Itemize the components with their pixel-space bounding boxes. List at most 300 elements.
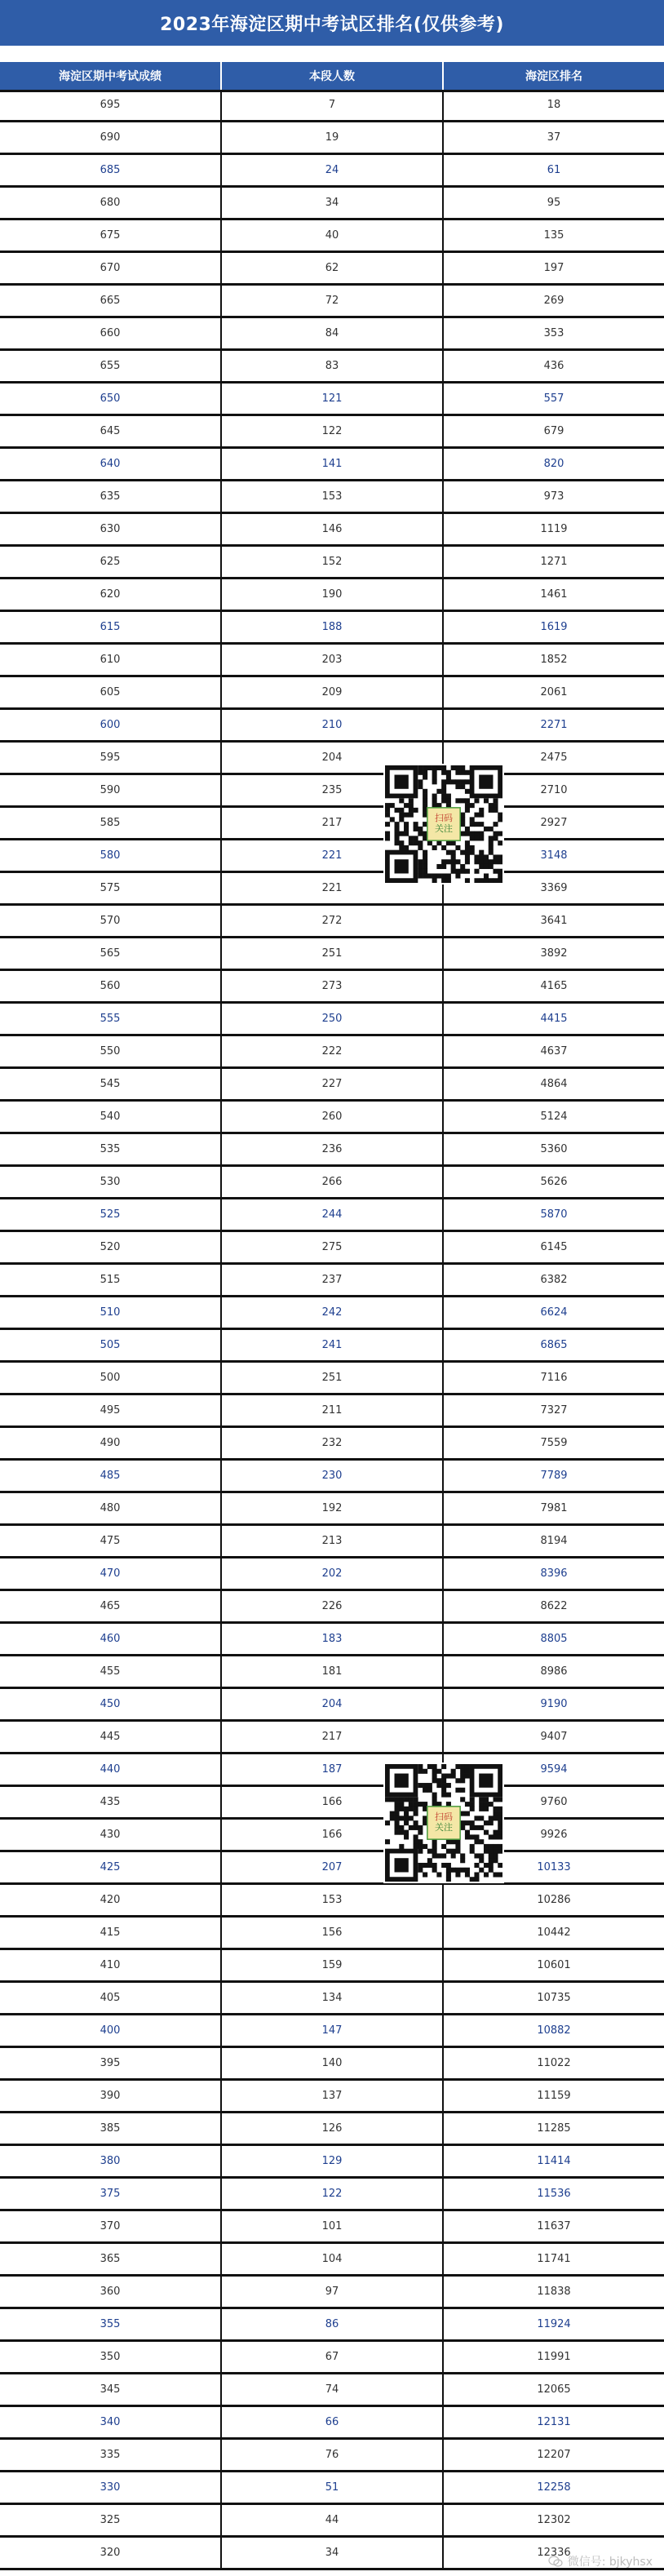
rank-cell: 3892: [540, 947, 568, 960]
count-cell: 203: [222, 645, 444, 675]
count-cell: 187: [222, 1754, 444, 1785]
rank-cell: 9926: [540, 1829, 568, 1841]
table-row: [0, 1199, 664, 1232]
count-cell: 24: [222, 155, 444, 185]
qr-code-icon: [383, 1762, 504, 1883]
rank-cell: 8622: [540, 1600, 568, 1612]
score-cell: 480: [0, 1493, 222, 1523]
rank-cell: 1619: [540, 621, 568, 633]
table-row: [0, 188, 664, 220]
score-cell: 370: [0, 2211, 222, 2241]
table-row: [0, 514, 664, 547]
count-cell: 244: [222, 1199, 444, 1230]
rank-cell: 2475: [540, 752, 568, 764]
count-cell: 190: [222, 579, 444, 610]
rank-cell: 12065: [537, 2383, 571, 2396]
score-cell: 620: [0, 579, 222, 610]
wechat-watermark: [548, 2553, 653, 2569]
score-cell: 465: [0, 1591, 222, 1621]
rank-cell: 8805: [540, 1633, 568, 1645]
rank-cell: 269: [543, 295, 564, 307]
count-cell: 210: [222, 710, 444, 740]
count-cell: 67: [222, 2342, 444, 2372]
table-row: [0, 1885, 664, 1918]
count-cell: 236: [222, 1134, 444, 1164]
table-row: [0, 2179, 664, 2211]
rank-cell: 95: [547, 197, 561, 209]
count-cell: 221: [222, 873, 444, 903]
score-cell: 435: [0, 1787, 222, 1817]
score-cell: 630: [0, 514, 222, 544]
table-row: [0, 481, 664, 514]
table-row: [0, 2440, 664, 2472]
score-cell: 325: [0, 2505, 222, 2535]
count-cell: 217: [222, 1722, 444, 1752]
rank-cell: 820: [543, 458, 564, 470]
table-row: [0, 253, 664, 286]
rank-cell: 7327: [540, 1404, 568, 1417]
table-body: [0, 90, 664, 2570]
score-cell: 515: [0, 1265, 222, 1295]
rank-cell: 7789: [540, 1470, 568, 1482]
table-row: [0, 775, 664, 808]
count-cell: 227: [222, 1069, 444, 1099]
score-cell: 390: [0, 2081, 222, 2111]
count-cell: 7: [222, 90, 444, 120]
score-cell: 385: [0, 2113, 222, 2144]
score-cell: 375: [0, 2179, 222, 2209]
score-cell: 595: [0, 743, 222, 773]
rank-cell: 10735: [537, 1992, 571, 2004]
table-row: [0, 612, 664, 645]
score-cell: 420: [0, 1885, 222, 1915]
header-rank: 海淀区排名: [525, 70, 582, 83]
rank-cell: 7981: [540, 1502, 568, 1514]
score-cell: 490: [0, 1428, 222, 1458]
table-row: [0, 1330, 664, 1363]
table-row: [0, 1820, 664, 1852]
table-row: [0, 122, 664, 155]
table-row: [0, 710, 664, 743]
count-cell: 141: [222, 449, 444, 479]
count-cell: 121: [222, 384, 444, 414]
count-cell: 97: [222, 2277, 444, 2307]
count-cell: 76: [222, 2440, 444, 2470]
rank-cell: 3369: [540, 882, 568, 894]
count-cell: 241: [222, 1330, 444, 1360]
table-row: [0, 1036, 664, 1069]
count-cell: 230: [222, 1461, 444, 1491]
rank-cell: 9407: [540, 1731, 568, 1743]
rank-cell: 11022: [537, 2057, 571, 2069]
score-cell: 675: [0, 220, 222, 251]
score-cell: 625: [0, 547, 222, 577]
score-cell: 415: [0, 1918, 222, 1948]
rank-cell: 3148: [540, 849, 568, 862]
count-cell: 226: [222, 1591, 444, 1621]
count-cell: 181: [222, 1656, 444, 1687]
svg-text:扫码: 扫码: [435, 1811, 453, 1822]
table-row: [0, 1363, 664, 1395]
count-cell: 153: [222, 481, 444, 512]
count-cell: 272: [222, 906, 444, 936]
score-cell: 540: [0, 1102, 222, 1132]
table-row: [0, 971, 664, 1004]
table-row: [0, 2309, 664, 2342]
rank-cell: 1119: [540, 523, 568, 535]
table-row: [0, 1428, 664, 1461]
count-cell: 72: [222, 286, 444, 316]
table-row: [0, 547, 664, 579]
count-cell: 260: [222, 1102, 444, 1132]
score-cell: 560: [0, 971, 222, 1001]
score-cell: 440: [0, 1754, 222, 1785]
table-row: [0, 1167, 664, 1199]
score-cell: 335: [0, 2440, 222, 2470]
table-row: [0, 1558, 664, 1591]
table-row: [0, 808, 664, 840]
rank-cell: 11159: [537, 2090, 571, 2102]
table-row: [0, 1493, 664, 1526]
count-cell: 275: [222, 1232, 444, 1262]
score-cell: 410: [0, 1950, 222, 1980]
score-cell: 550: [0, 1036, 222, 1066]
score-cell: 570: [0, 906, 222, 936]
count-cell: 242: [222, 1297, 444, 1328]
table-row: [0, 351, 664, 384]
table-row: [0, 1950, 664, 1983]
table-row: [0, 1656, 664, 1689]
rank-cell: 5626: [540, 1176, 568, 1188]
svg-text:关注: 关注: [435, 1822, 453, 1833]
count-cell: 188: [222, 612, 444, 642]
count-cell: 266: [222, 1167, 444, 1197]
title-bar: [0, 0, 664, 46]
count-cell: 209: [222, 677, 444, 707]
score-cell: 690: [0, 122, 222, 153]
table-row: [0, 1102, 664, 1134]
table-row: [0, 286, 664, 318]
score-cell: 555: [0, 1004, 222, 1034]
count-cell: 222: [222, 1036, 444, 1066]
table-row: [0, 1624, 664, 1656]
count-cell: 40: [222, 220, 444, 251]
rank-cell: 8396: [540, 1567, 568, 1580]
table-row: [0, 1689, 664, 1722]
score-cell: 545: [0, 1069, 222, 1099]
table-row: [0, 1918, 664, 1950]
svg-text:关注: 关注: [435, 823, 453, 834]
rank-cell: 10286: [537, 1894, 571, 1906]
count-cell: 122: [222, 2179, 444, 2209]
count-cell: 152: [222, 547, 444, 577]
count-cell: 235: [222, 775, 444, 805]
rank-cell: 7116: [540, 1372, 568, 1384]
rank-cell: 12302: [537, 2514, 571, 2526]
rank-cell: 1852: [540, 654, 568, 666]
header-score: 海淀区期中考试成绩: [0, 62, 222, 90]
table-row: [0, 1526, 664, 1558]
table-row: [0, 2048, 664, 2081]
rank-cell: 2927: [540, 817, 568, 829]
score-cell: 640: [0, 449, 222, 479]
count-cell: 66: [222, 2407, 444, 2437]
score-cell: 320: [0, 2538, 222, 2568]
count-cell: 104: [222, 2244, 444, 2274]
count-cell: 137: [222, 2081, 444, 2111]
score-cell: 345: [0, 2374, 222, 2405]
table-row: [0, 2244, 664, 2277]
count-cell: 34: [222, 188, 444, 218]
count-cell: 159: [222, 1950, 444, 1980]
table-row: [0, 1852, 664, 1885]
rank-cell: 5870: [540, 1208, 568, 1221]
page-title: 2023年海淀区期中考试区排名(仅供参考): [160, 14, 504, 35]
score-cell: 680: [0, 188, 222, 218]
count-cell: 84: [222, 318, 444, 348]
score-cell: 665: [0, 286, 222, 316]
score-cell: 455: [0, 1656, 222, 1687]
count-cell: 204: [222, 1689, 444, 1719]
header-count: 本段人数: [222, 62, 444, 90]
score-cell: 615: [0, 612, 222, 642]
table-row: [0, 1787, 664, 1820]
table-row: [0, 645, 664, 677]
count-cell: 192: [222, 1493, 444, 1523]
count-cell: 202: [222, 1558, 444, 1589]
table-row: [0, 1754, 664, 1787]
rank-cell: 2271: [540, 719, 568, 731]
table-row: [0, 1722, 664, 1754]
rank-cell: 6145: [540, 1241, 568, 1253]
count-cell: 129: [222, 2146, 444, 2176]
rank-cell: 12336: [537, 2547, 571, 2559]
score-cell: 450: [0, 1689, 222, 1719]
rank-cell: 5360: [540, 1143, 568, 1155]
rank-cell: 8986: [540, 1665, 568, 1678]
table-row: [0, 1004, 664, 1036]
rank-cell: 11991: [537, 2351, 571, 2363]
score-cell: 655: [0, 351, 222, 381]
rank-cell: 7559: [540, 1437, 568, 1449]
score-cell: 530: [0, 1167, 222, 1197]
count-cell: 213: [222, 1526, 444, 1556]
score-cell: 330: [0, 2472, 222, 2503]
score-cell: 510: [0, 1297, 222, 1328]
table-row: [0, 2113, 664, 2146]
table-row: [0, 840, 664, 873]
count-cell: 126: [222, 2113, 444, 2144]
count-cell: 204: [222, 743, 444, 773]
rank-cell: 12131: [537, 2416, 571, 2428]
rank-cell: 973: [543, 490, 564, 503]
score-cell: 590: [0, 775, 222, 805]
count-cell: 140: [222, 2048, 444, 2078]
score-cell: 350: [0, 2342, 222, 2372]
rank-cell: 9190: [540, 1698, 568, 1710]
rank-cell: 11838: [537, 2286, 571, 2298]
rank-cell: 6382: [540, 1274, 568, 1286]
table-row: [0, 677, 664, 710]
count-cell: 207: [222, 1852, 444, 1882]
count-cell: 221: [222, 840, 444, 871]
rank-cell: 11414: [537, 2155, 571, 2167]
count-cell: 251: [222, 938, 444, 969]
count-cell: 183: [222, 1624, 444, 1654]
table-row: [0, 1461, 664, 1493]
count-cell: 147: [222, 2015, 444, 2046]
score-cell: 685: [0, 155, 222, 185]
rank-cell: 4637: [540, 1045, 568, 1057]
table-row: [0, 1134, 664, 1167]
count-cell: 62: [222, 253, 444, 283]
table-row: [0, 2472, 664, 2505]
rank-cell: 10601: [537, 1959, 571, 1971]
table-row: [0, 1069, 664, 1102]
score-cell: 610: [0, 645, 222, 675]
rank-cell: 9594: [540, 1763, 568, 1776]
watermark-text: 微信号: bjkyhsx: [567, 2556, 653, 2569]
rank-cell: 37: [547, 131, 561, 144]
rank-cell: 4415: [540, 1013, 568, 1025]
table-row: [0, 2015, 664, 2048]
table-row: [0, 90, 664, 122]
rank-cell: 679: [543, 425, 564, 437]
table-row: [0, 2277, 664, 2309]
score-cell: 565: [0, 938, 222, 969]
table-row: [0, 938, 664, 971]
rank-cell: 10882: [537, 2024, 571, 2037]
rank-cell: 11536: [537, 2188, 571, 2200]
score-cell: 575: [0, 873, 222, 903]
count-cell: 251: [222, 1363, 444, 1393]
table-row: [0, 2146, 664, 2179]
count-cell: 83: [222, 351, 444, 381]
score-cell: 340: [0, 2407, 222, 2437]
count-cell: 19: [222, 122, 444, 153]
table-row: [0, 2374, 664, 2407]
rank-cell: 18: [547, 99, 561, 111]
count-cell: 166: [222, 1787, 444, 1817]
count-cell: 34: [222, 2538, 444, 2568]
rank-cell: 10442: [537, 1926, 571, 1939]
rank-cell: 557: [543, 392, 564, 405]
table-row: [0, 220, 664, 253]
rank-cell: 1271: [540, 556, 568, 568]
count-cell: 44: [222, 2505, 444, 2535]
score-cell: 605: [0, 677, 222, 707]
rank-cell: 5124: [540, 1111, 568, 1123]
score-cell: 405: [0, 1983, 222, 2013]
score-cell: 360: [0, 2277, 222, 2307]
wechat-icon: [548, 2556, 563, 2567]
score-cell: 520: [0, 1232, 222, 1262]
rank-cell: 12258: [537, 2481, 571, 2494]
score-cell: 525: [0, 1199, 222, 1230]
rank-cell: 2710: [540, 784, 568, 796]
score-cell: 495: [0, 1395, 222, 1425]
count-cell: 166: [222, 1820, 444, 1850]
count-cell: 153: [222, 1885, 444, 1915]
table-row: [0, 1395, 664, 1428]
table-row: [0, 906, 664, 938]
count-cell: 217: [222, 808, 444, 838]
table-row: [0, 1265, 664, 1297]
score-cell: 500: [0, 1363, 222, 1393]
score-cell: 600: [0, 710, 222, 740]
table-row: [0, 416, 664, 449]
count-cell: 134: [222, 1983, 444, 2013]
table-row: [0, 743, 664, 775]
table-row: [0, 2211, 664, 2244]
count-cell: 146: [222, 514, 444, 544]
rank-cell: 3641: [540, 915, 568, 927]
table-row: [0, 2081, 664, 2113]
table-row: [0, 2407, 664, 2440]
score-cell: 470: [0, 1558, 222, 1589]
table-row: [0, 384, 664, 416]
count-cell: 232: [222, 1428, 444, 1458]
count-cell: 86: [222, 2309, 444, 2339]
rank-cell: 11637: [537, 2220, 571, 2232]
table-row: [0, 873, 664, 906]
table-row: [0, 1591, 664, 1624]
score-cell: 580: [0, 840, 222, 871]
score-cell: 485: [0, 1461, 222, 1491]
table-row: [0, 2505, 664, 2538]
score-cell: 670: [0, 253, 222, 283]
score-cell: 445: [0, 1722, 222, 1752]
table-row: [0, 155, 664, 188]
table-header: [0, 62, 664, 92]
score-cell: 635: [0, 481, 222, 512]
rank-cell: 353: [543, 327, 564, 339]
count-cell: 237: [222, 1265, 444, 1295]
score-cell: 460: [0, 1624, 222, 1654]
table-row: [0, 449, 664, 481]
svg-text:扫码: 扫码: [435, 813, 453, 823]
score-cell: 475: [0, 1526, 222, 1556]
rank-cell: 8194: [540, 1535, 568, 1547]
count-cell: 74: [222, 2374, 444, 2405]
rank-cell: 11924: [537, 2318, 571, 2330]
score-cell: 425: [0, 1852, 222, 1882]
rank-cell: 10133: [537, 1861, 571, 1873]
rank-cell: 197: [543, 262, 564, 274]
rank-cell: 436: [543, 360, 564, 372]
rank-cell: 6865: [540, 1339, 568, 1351]
count-cell: 250: [222, 1004, 444, 1034]
count-cell: 211: [222, 1395, 444, 1425]
rank-cell: 4864: [540, 1078, 568, 1090]
score-cell: 355: [0, 2309, 222, 2339]
rank-cell: 11285: [537, 2122, 571, 2135]
count-cell: 273: [222, 971, 444, 1001]
qr-code-icon: [383, 764, 504, 885]
table-row: [0, 579, 664, 612]
score-cell: 585: [0, 808, 222, 838]
table-row: [0, 1983, 664, 2015]
rank-cell: 2061: [540, 686, 568, 698]
score-cell: 380: [0, 2146, 222, 2176]
rank-cell: 1461: [540, 588, 568, 601]
table-row: [0, 2342, 664, 2374]
rank-cell: 135: [543, 229, 564, 242]
score-cell: 660: [0, 318, 222, 348]
rank-cell: 11741: [537, 2253, 571, 2265]
count-cell: 101: [222, 2211, 444, 2241]
count-cell: 156: [222, 1918, 444, 1948]
